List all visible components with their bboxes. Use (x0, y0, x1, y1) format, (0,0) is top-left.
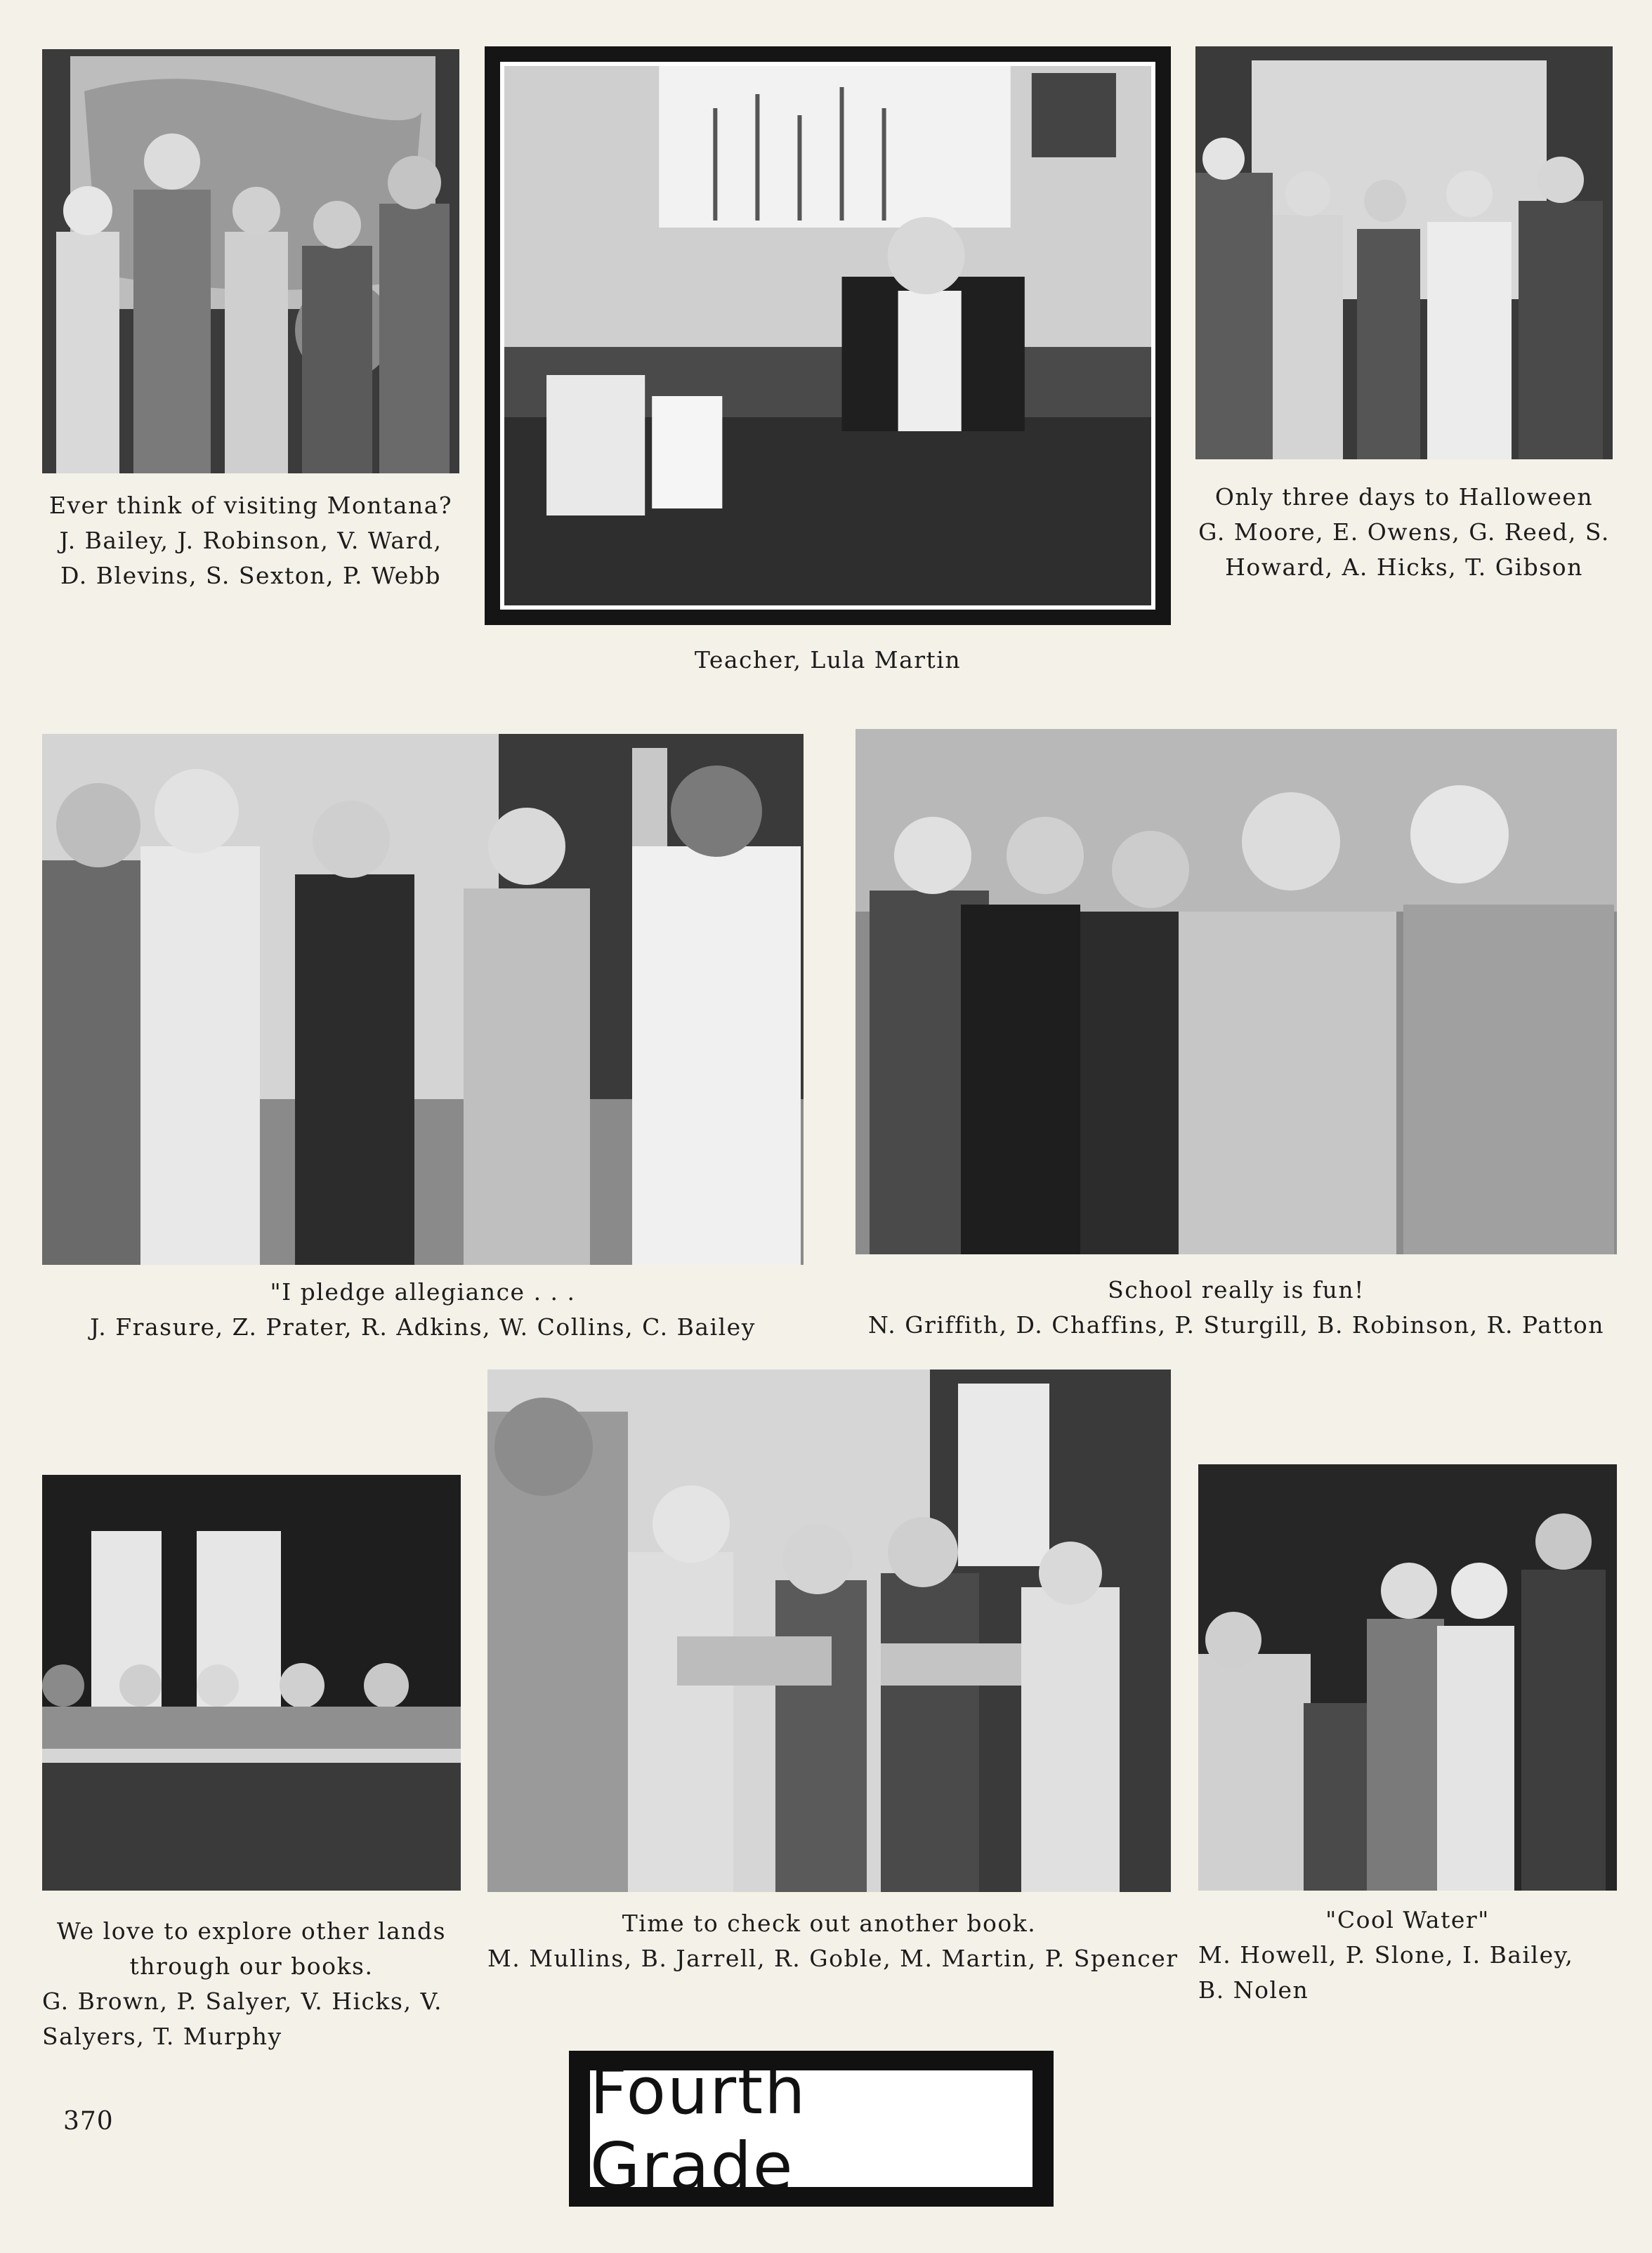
caption-cool-water: "Cool Water" M. Howell, P. Slone, I. Bailey, B. Nolen (1198, 1906, 1574, 2004)
photo-check-out-book (487, 1369, 1171, 1892)
caption-halloween: Only three days to Halloween G. Moore, E. Owens, G. Reed, S. Howard, A. Hicks, T. Gibson (1198, 483, 1610, 581)
caption-check-out-book: Time to check out another book. M. Mullins, B. Jarrell, R. Goble, M. Martin, P. Spencer (487, 1910, 1179, 1972)
caption-school-fun: School really is fun! N. Griffith, D. Chaffins, P. Sturgill, B. Robinson, R. Patton (868, 1276, 1604, 1339)
photo-teacher-frame (485, 46, 1171, 625)
section-title: Fourth Grade (590, 2070, 1032, 2187)
photo-explore-books (42, 1475, 461, 1891)
section-title-box (569, 2051, 1054, 2207)
caption-pledge: "I pledge allegiance . . . J. Frasure, Z. Prater, R. Adkins, W. Collins, C. Bailey (90, 1278, 756, 1341)
photo-teacher (504, 66, 1151, 605)
caption-teacher: Teacher, Lula Martin (694, 646, 962, 674)
photo-cool-water (1198, 1464, 1617, 1891)
photo-school-fun (855, 729, 1617, 1254)
photo-montana-map (42, 49, 459, 473)
caption-montana: Ever think of visiting Montana? J. Bailey, J. Robinson, V. Ward, D. Blevins, S. Sexton, P. Webb (48, 492, 453, 589)
photo-halloween (1195, 46, 1613, 459)
photo-pledge (42, 734, 804, 1265)
page-number: 370 (63, 2107, 114, 2136)
caption-explore-books: We love to explore other lands through our books. G. Brown, P. Salyer, V. Hicks, V. Salyers, T. Murphy (42, 1917, 447, 2050)
